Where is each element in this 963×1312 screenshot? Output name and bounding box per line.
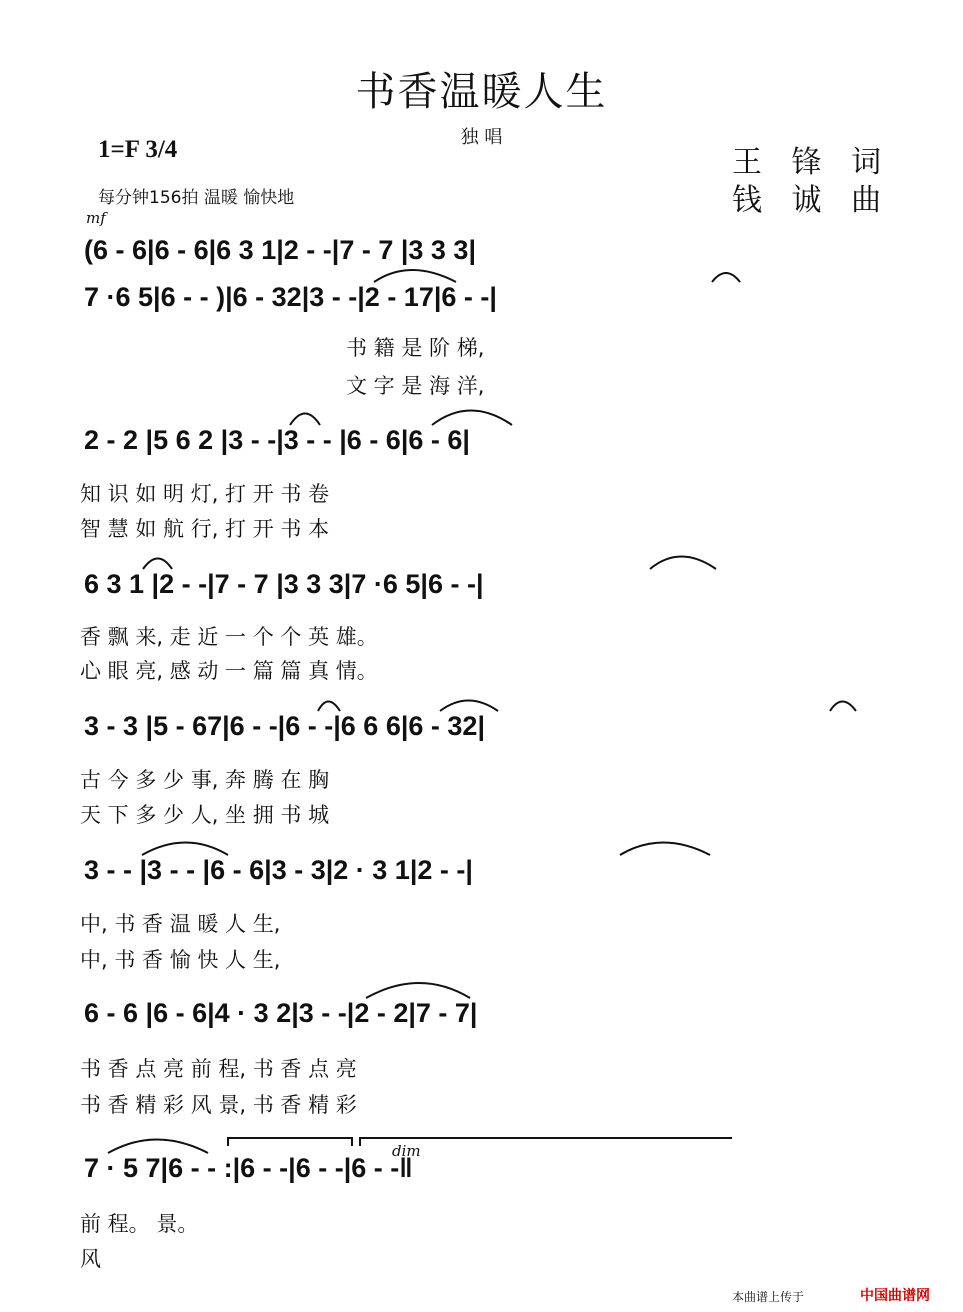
slur-mark xyxy=(108,1140,208,1154)
dynamic-dim: dim xyxy=(392,1142,421,1160)
volta-bracket-1 xyxy=(228,1138,352,1146)
lyric-line-8-verse-2: 风 xyxy=(80,1247,101,1271)
page-title: 书香温暖人生 xyxy=(355,69,608,115)
lyric-line-6-verse-2: 中, 书 香 愉 快 人 生, xyxy=(80,948,281,972)
slur-mark xyxy=(366,983,470,998)
lyric-line-4-verse-1: 香 飘 来, 走 近 一 个 个 英 雄。 xyxy=(80,625,378,649)
dynamic-mf: mf xyxy=(86,209,106,227)
notation-line-8: 7 · 5 7|6 - - :|6 - -|6 - -|6 - -‖ xyxy=(84,1153,413,1183)
slur-mark xyxy=(432,411,512,426)
slur-mark xyxy=(620,843,710,856)
notation-line-3: 2 - 2 |5 6 2 |3 - -|3 - - |6 - 6|6 - 6| xyxy=(84,425,470,455)
slur-mark xyxy=(143,559,172,570)
lyric-line-3-verse-2: 智 慧 如 航 行, 打 开 书 本 xyxy=(80,517,330,541)
lyric-line-8-verse-1: 前 程。 景。 xyxy=(80,1212,199,1236)
notation-line-7: 6 - 6 |6 - 6|4 · 3 2|3 - -|2 - 2|7 - 7| xyxy=(84,998,478,1028)
lyric-line-7-verse-1: 书 香 点 亮 前 程, 书 香 点 亮 xyxy=(80,1057,357,1081)
site-logo: 中国曲谱网 xyxy=(860,1288,930,1304)
lyric-line-4-verse-2: 心 眼 亮, 感 动 一 篇 篇 真 情。 xyxy=(80,659,378,683)
composer-credit: 钱 诚 曲 xyxy=(732,183,892,218)
lyric-line-6-verse-1: 中, 书 香 温 暖 人 生, xyxy=(80,912,281,936)
slur-mark xyxy=(142,843,228,856)
notation-line-2: 7 ·6 5|6 - - )|6 - 32|3 - -|2 - 17|6 - -| xyxy=(84,282,497,312)
slur-mark xyxy=(374,270,456,282)
footer-upload-text: 本曲谱上传于 xyxy=(732,1290,805,1304)
slur-mark xyxy=(290,414,320,426)
slur-mark xyxy=(650,557,716,570)
notation-line-6: 3 - - |3 - - |6 - 6|3 - 3|2 · 3 1|2 - -| xyxy=(84,855,473,885)
lyric-line-5-verse-1: 古 今 多 少 事, 奔 腾 在 胸 xyxy=(80,768,330,792)
lyric-line-2-verse-1: 书 籍 是 阶 梯, xyxy=(346,336,485,360)
volta-bracket-2 xyxy=(360,1138,732,1146)
lyric-line-2-verse-2: 文 字 是 海 洋, xyxy=(346,374,485,398)
key-time-signature: 1=F 3/4 xyxy=(98,136,178,163)
lyricist-credit: 王 锋 词 xyxy=(732,145,892,180)
notation-line-5: 3 - 3 |5 - 67|6 - -|6 - -|6 6 6|6 - 32| xyxy=(84,711,485,741)
subtitle: 独 唱 xyxy=(460,127,503,148)
tempo-marking: 每分钟156拍 温暖 愉快地 xyxy=(98,188,295,208)
slur-mark xyxy=(830,702,856,712)
notation-line-4: 6 3 1 |2 - -|7 - 7 |3 3 3|7 ·6 5|6 - -| xyxy=(84,569,484,599)
notation-line-1: (6 - 6|6 - 6|6 3 1|2 - -|7 - 7 |3 3 3| xyxy=(84,235,477,265)
lyric-line-5-verse-2: 天 下 多 少 人, 坐 拥 书 城 xyxy=(80,803,330,827)
slur-mark xyxy=(318,702,340,712)
lyric-line-3-verse-1: 知 识 如 明 灯, 打 开 书 卷 xyxy=(80,482,330,506)
slur-mark xyxy=(712,273,740,282)
lyric-line-7-verse-2: 书 香 精 彩 风 景, 书 香 精 彩 xyxy=(80,1093,357,1117)
slur-mark xyxy=(440,701,498,712)
